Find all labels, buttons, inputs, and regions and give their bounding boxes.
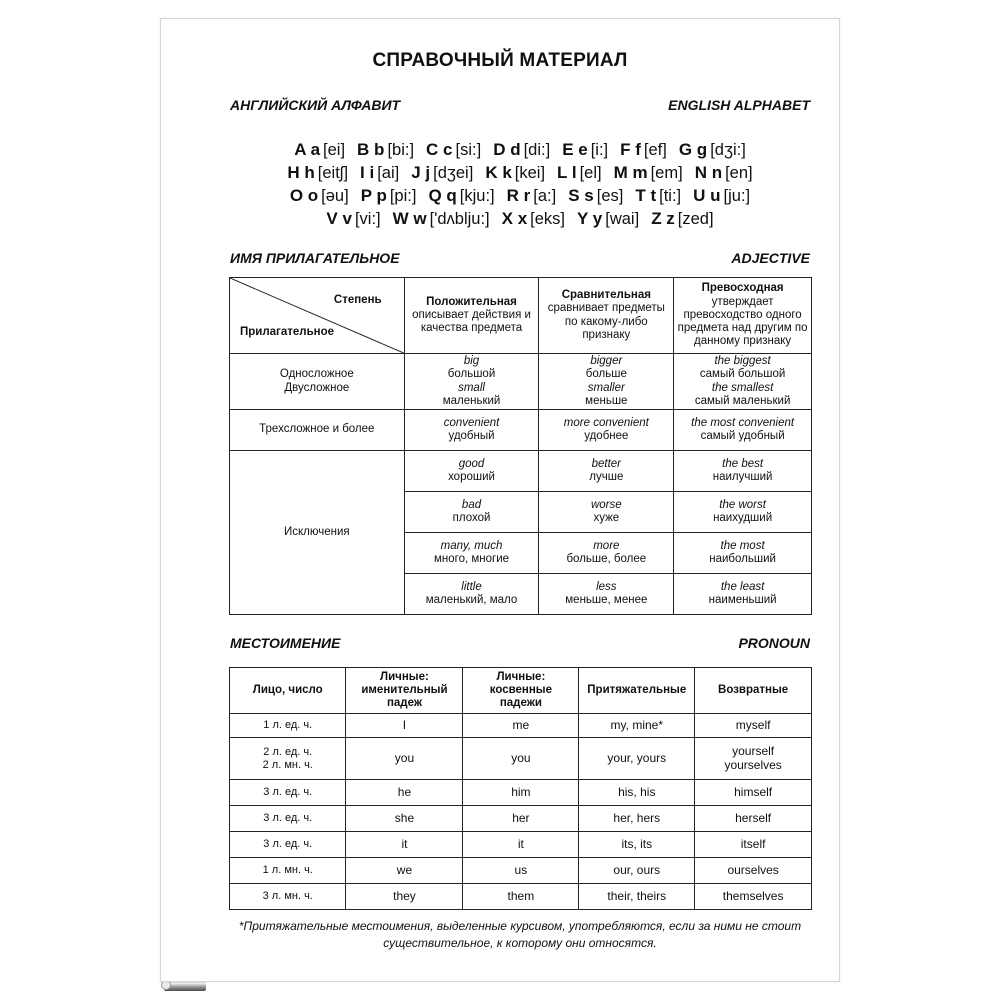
en-word: little [461, 580, 482, 593]
table-cell: my, mine* [579, 714, 695, 738]
letter-transcription: [eks] [530, 210, 566, 228]
letter-transcription: [wai] [605, 210, 640, 228]
letter-glyph: A a [294, 140, 321, 159]
pronoun-heading-ru: МЕСТОИМЕНИЕ [230, 635, 341, 651]
table-cell: 1 л. ед. ч. [230, 714, 346, 738]
table-cell [539, 492, 674, 533]
en-word: big [463, 355, 480, 368]
en-word: smaller [587, 381, 625, 394]
pronoun-heading-en: PRONOUN [738, 635, 810, 651]
alphabet-letter [502, 209, 565, 229]
table-cell [539, 574, 674, 615]
ru-word: маленький, мало [425, 594, 518, 606]
table-cell: 3 л. ед. ч. [230, 806, 346, 832]
table-cell [674, 410, 812, 451]
table-cell: 2 л. ед. ч. 2 л. мн. ч. [230, 738, 346, 780]
en-word: the best [722, 457, 764, 470]
alphabet-letter [294, 140, 345, 160]
alphabet-row [230, 163, 810, 183]
table-row [230, 806, 812, 832]
footnote: *Притяжательные местоимения, выделенные курсивом, употребляются, если за ними не стоит существительное, к которому они относятся. [238, 919, 802, 950]
table-cell [539, 533, 674, 574]
table-row [230, 354, 812, 410]
page-title: СПРАВОЧНЫЙ МАТЕРИАЛ [372, 50, 628, 71]
table-cell: ourselves [695, 858, 812, 884]
alphabet-letter [485, 163, 545, 183]
table-cell: himself [695, 780, 812, 806]
alphabet-letter [614, 163, 683, 183]
ru-word: наихудший [713, 512, 773, 524]
table-cell: I [346, 714, 463, 738]
en-word: bad [461, 498, 482, 511]
table-cell: 3 л. мн. ч. [230, 884, 346, 910]
letter-transcription: [dʒei] [433, 164, 474, 182]
letter-transcription: [eitʃ] [317, 164, 349, 182]
col-name: Сравнительная [561, 289, 651, 302]
en-word: convenient [443, 416, 500, 429]
alphabet-letter [568, 186, 623, 206]
en-word: good [458, 457, 485, 470]
table-cell [674, 492, 812, 533]
table-row [230, 714, 812, 738]
letter-transcription: [pi:] [389, 187, 417, 205]
en-word: small [458, 381, 485, 394]
table-cell: 3 л. ед. ч. [230, 832, 346, 858]
table-cell: they [346, 884, 463, 910]
col-header: Притяжательные [579, 668, 695, 714]
en-word: more [593, 539, 620, 552]
table-cell [539, 451, 674, 492]
ru-word: наилучший [712, 471, 773, 483]
ru-word: меньше [585, 394, 628, 407]
letter-transcription: [dʒi:] [710, 141, 746, 159]
col-name: Положительная [426, 295, 517, 308]
en-word: better [591, 457, 622, 470]
letter-glyph: T t [635, 186, 657, 205]
col-header-superlative [674, 278, 812, 354]
col-header-positive [404, 278, 539, 354]
table-cell: yourself yourselves [695, 738, 812, 780]
letter-glyph: Q q [428, 186, 457, 205]
letter-transcription: [əu] [321, 187, 349, 205]
corner-adjective-label: Прилагательное [240, 325, 335, 338]
table-cell: him [463, 780, 579, 806]
letter-transcription: [ti:] [659, 187, 682, 205]
alphabet-letter [557, 163, 602, 183]
diagonal-line [230, 278, 404, 353]
alphabet-letter [357, 140, 414, 160]
table-cell: herself [695, 806, 812, 832]
letter-glyph: F f [620, 140, 641, 159]
table-cell: us [463, 858, 579, 884]
alphabet-letter [635, 186, 681, 206]
letter-glyph: Y y [577, 209, 603, 228]
ru-word: удобнее [584, 430, 629, 442]
table-cell: you [346, 738, 463, 780]
letter-transcription: [ef] [643, 141, 667, 159]
alphabet-letter [393, 209, 490, 229]
table-cell: you [463, 738, 579, 780]
alphabet-letter [361, 186, 417, 206]
table-cell: his, his [579, 780, 695, 806]
table-cell: them [463, 884, 579, 910]
ru-word: больше [585, 368, 627, 381]
ru-word: маленький [442, 394, 501, 407]
table-cell: he [346, 780, 463, 806]
en-word: the most convenient [691, 416, 795, 429]
table-cell: 3 л. ед. ч. [230, 780, 346, 806]
table-cell [404, 410, 539, 451]
letter-transcription: [zed] [677, 210, 714, 228]
letter-transcription: [di:] [523, 141, 551, 159]
letter-transcription: [ai] [377, 164, 400, 182]
pronoun-header-row [230, 668, 812, 714]
table-cell: itself [695, 832, 812, 858]
table-cell: me [463, 714, 579, 738]
alphabet-letter [693, 186, 750, 206]
alphabet-row [230, 209, 810, 229]
row-label [230, 354, 405, 410]
letter-glyph: C c [426, 140, 453, 159]
letter-glyph: R r [506, 186, 531, 205]
adjective-header-row [230, 278, 812, 354]
table-row [230, 884, 812, 910]
en-word: the most [720, 539, 765, 552]
letter-transcription: [kju:] [459, 187, 495, 205]
alphabet-letter [651, 209, 713, 229]
table-cell [404, 574, 539, 615]
letter-transcription: [vi:] [354, 210, 381, 228]
row-label-text: Односложное Двусложное [279, 368, 354, 394]
letter-glyph: I i [360, 163, 375, 182]
letter-glyph: L l [557, 163, 577, 182]
letter-glyph: J j [411, 163, 431, 182]
alphabet-row [230, 186, 810, 206]
adjective-heading-ru: ИМЯ ПРИЛАГАТЕЛЬНОЕ [230, 250, 400, 266]
row-label: Трехсложное и более [230, 410, 405, 451]
letter-glyph: Z z [651, 209, 675, 228]
ru-word: хороший [448, 471, 495, 483]
ru-word: самый большой [699, 368, 786, 381]
table-row [230, 832, 812, 858]
adjective-corner-cell [230, 278, 405, 354]
table-cell: it [463, 832, 579, 858]
table-cell: themselves [695, 884, 812, 910]
letter-transcription: [bi:] [387, 141, 415, 159]
ru-word: самый удобный [700, 430, 785, 442]
letter-glyph: N n [694, 163, 723, 182]
ru-word: больше, более [566, 553, 647, 565]
col-desc: описывает действия и качества предмета [412, 308, 531, 335]
alphabet-letter [411, 163, 473, 183]
letter-glyph: B b [357, 140, 385, 159]
alphabet-letter [426, 140, 481, 160]
letter-transcription: [ʹdʌblju:] [429, 210, 490, 228]
alphabet-letter [562, 140, 608, 160]
ru-word: хуже [593, 512, 620, 524]
alphabet-letter [577, 209, 639, 229]
table-cell: our, ours [579, 858, 695, 884]
letter-glyph: K k [485, 163, 512, 182]
ru-word: наибольший [709, 553, 776, 565]
adjective-heading-en: ADJECTIVE [731, 250, 810, 266]
exceptions-label: Исключения [230, 451, 405, 615]
letter-transcription: [en] [725, 164, 753, 182]
alphabet-letter [287, 163, 348, 183]
table-cell [674, 533, 812, 574]
ru-word: наименьший [708, 594, 777, 606]
ru-word: много, многие [433, 553, 510, 565]
table-cell [404, 492, 539, 533]
alphabet-letter [507, 186, 557, 206]
col-header-comparative [539, 278, 674, 354]
alphabet-letter [695, 163, 753, 183]
alphabet-letter [326, 209, 380, 229]
letter-glyph: P p [360, 186, 387, 205]
table-cell: myself [695, 714, 812, 738]
letter-transcription: [el] [579, 164, 602, 182]
letter-glyph: D d [493, 140, 521, 159]
en-word: the biggest [714, 355, 771, 368]
col-header: Лицо, число [230, 668, 346, 714]
pronoun-table [229, 667, 812, 910]
table-cell: we [346, 858, 463, 884]
table-row [230, 451, 812, 492]
table-cell [674, 451, 812, 492]
table-cell [404, 451, 539, 492]
letter-transcription: [ju:] [723, 187, 751, 205]
letter-glyph: G g [678, 140, 708, 159]
table-cell [404, 354, 539, 410]
table-cell [404, 533, 539, 574]
table-cell [674, 354, 812, 410]
alphabet-letter [679, 140, 746, 160]
table-cell [539, 354, 674, 410]
alphabet-letter [360, 163, 399, 183]
table-row [230, 738, 812, 780]
letter-transcription: [i:] [590, 141, 609, 159]
alphabet-letter [290, 186, 349, 206]
table-row [230, 410, 812, 451]
ru-word: меньше, менее [565, 594, 648, 606]
letter-glyph: M m [613, 163, 648, 182]
corner-degree-label: Степень [333, 294, 382, 306]
table-cell [674, 574, 812, 615]
ru-word: удобный [448, 430, 495, 442]
en-word: the smallest [711, 381, 774, 394]
letter-glyph: W w [392, 209, 427, 228]
alphabet-row [230, 140, 810, 160]
letter-glyph: X x [501, 209, 528, 228]
alphabet-letter [428, 186, 494, 206]
alphabet-heading-ru: АНГЛИЙСКИЙ АЛФАВИТ [230, 97, 401, 113]
col-desc: утверждает превосходство одного предмета над другим по данному признаку [677, 295, 808, 348]
en-word: bigger [590, 355, 623, 368]
table-cell: 1 л. мн. ч. [230, 858, 346, 884]
alphabet-heading-en: ENGLISH ALPHABET [668, 97, 810, 113]
letter-glyph: U u [693, 186, 721, 205]
letter-transcription: [a:] [533, 187, 557, 205]
en-word: more convenient [563, 416, 649, 429]
table-cell: her [463, 806, 579, 832]
col-header: Личные: косвенные падежи [463, 668, 579, 714]
letter-transcription: [kei] [514, 164, 546, 182]
col-header: Личные: именительный падеж [346, 668, 463, 714]
letter-glyph: S s [568, 186, 594, 205]
letter-glyph: V v [326, 209, 352, 228]
table-cell: their, theirs [579, 884, 695, 910]
letter-transcription: [ei] [323, 141, 346, 159]
table-cell: its, its [579, 832, 695, 858]
ru-word: плохой [452, 512, 491, 524]
table-row [230, 780, 812, 806]
col-desc: сравнивает предметы по какому-либо признаку [547, 302, 665, 341]
alphabet-letter [620, 140, 667, 160]
table-cell: her, hers [579, 806, 695, 832]
en-word: the worst [719, 498, 766, 511]
col-header: Возвратные [695, 668, 812, 714]
table-cell [539, 410, 674, 451]
letter-transcription: [es] [596, 187, 624, 205]
en-word: less [596, 580, 617, 593]
en-word: worse [590, 498, 622, 511]
table-cell: it [346, 832, 463, 858]
alphabet-letter [493, 140, 550, 160]
letter-transcription: [si:] [455, 141, 482, 159]
ru-word: самый маленький [694, 394, 791, 407]
letter-glyph: O o [289, 186, 319, 205]
table-cell: your, yours [579, 738, 695, 780]
adjective-table [229, 277, 812, 615]
letter-glyph: E e [562, 140, 588, 159]
ru-word: лучше [589, 471, 624, 483]
letter-transcription: [em] [650, 164, 683, 182]
en-word: many, much [440, 539, 503, 552]
letter-glyph: H h [287, 163, 315, 182]
table-cell: she [346, 806, 463, 832]
table-row [230, 858, 812, 884]
ru-word: большой [447, 368, 496, 381]
col-name: Превосходная [701, 282, 784, 295]
en-word: the least [720, 580, 765, 593]
